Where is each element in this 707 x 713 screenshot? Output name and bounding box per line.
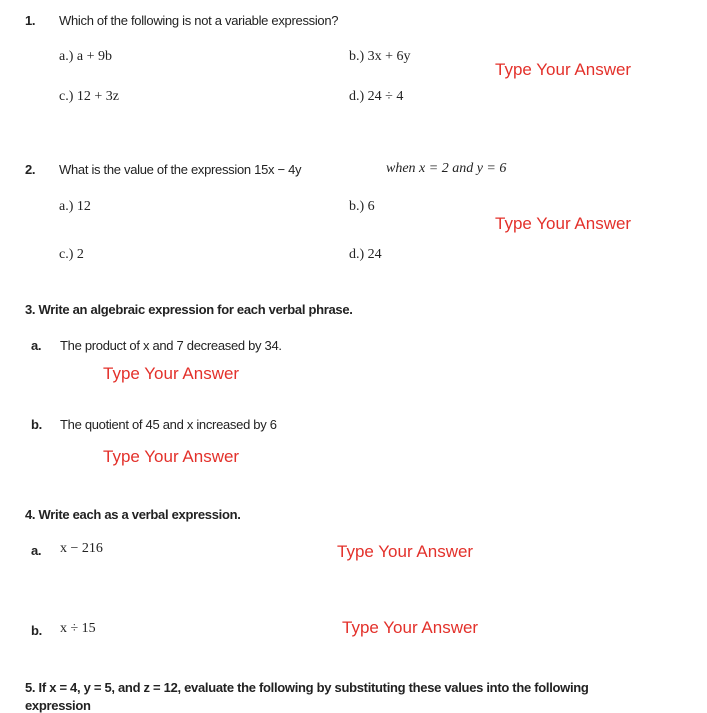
q1-option-b: b.) 3x + 6y [349,49,411,64]
q2-option-c: c.) 2 [59,247,84,262]
q5-text-continued: expression [25,698,91,713]
q1-option-c: c.) 12 + 3z [59,89,119,104]
q4-title: 4. Write each as a verbal expression. [25,507,241,522]
q3a-text: The product of x and 7 decreased by 34. [60,338,282,353]
q2-condition: when x = 2 and y = 6 [386,161,507,176]
q3b-answer-field[interactable]: Type Your Answer [103,447,240,466]
q4a-label: a. [31,543,42,558]
q4a-answer-field[interactable]: Type Your Answer [337,542,474,561]
q4b-expression: x ÷ 15 [60,621,96,636]
q4a-expression: x − 216 [60,541,103,556]
q4b-answer-field[interactable]: Type Your Answer [342,618,479,637]
q3a-label: a. [31,338,42,353]
q1-option-a: a.) a + 9b [59,49,112,64]
q5-text: 5. If x = 4, y = 5, and z = 12, evaluate the following by substituting these values into the following [25,680,589,695]
q2-number: 2. [25,162,36,177]
q4b-label: b. [31,623,42,638]
q3a-answer-field[interactable]: Type Your Answer [103,364,240,383]
q2-option-b: b.) 6 [349,199,375,214]
q1-number: 1. [25,13,36,28]
q2-answer-field[interactable]: Type Your Answer [495,214,632,233]
q3b-text: The quotient of 45 and x increased by 6 [60,417,277,432]
q3-title: 3. Write an algebraic expression for each verbal phrase. [25,302,353,317]
q1-answer-field[interactable]: Type Your Answer [495,60,632,79]
q1-option-d: d.) 24 ÷ 4 [349,89,404,104]
q2-text: What is the value of the expression 15x − 4y [59,162,302,177]
q2-option-d: d.) 24 [349,247,382,262]
q3b-label: b. [31,417,42,432]
q1-text: Which of the following is not a variable expression? [59,13,339,28]
q2-option-a: a.) 12 [59,199,91,214]
